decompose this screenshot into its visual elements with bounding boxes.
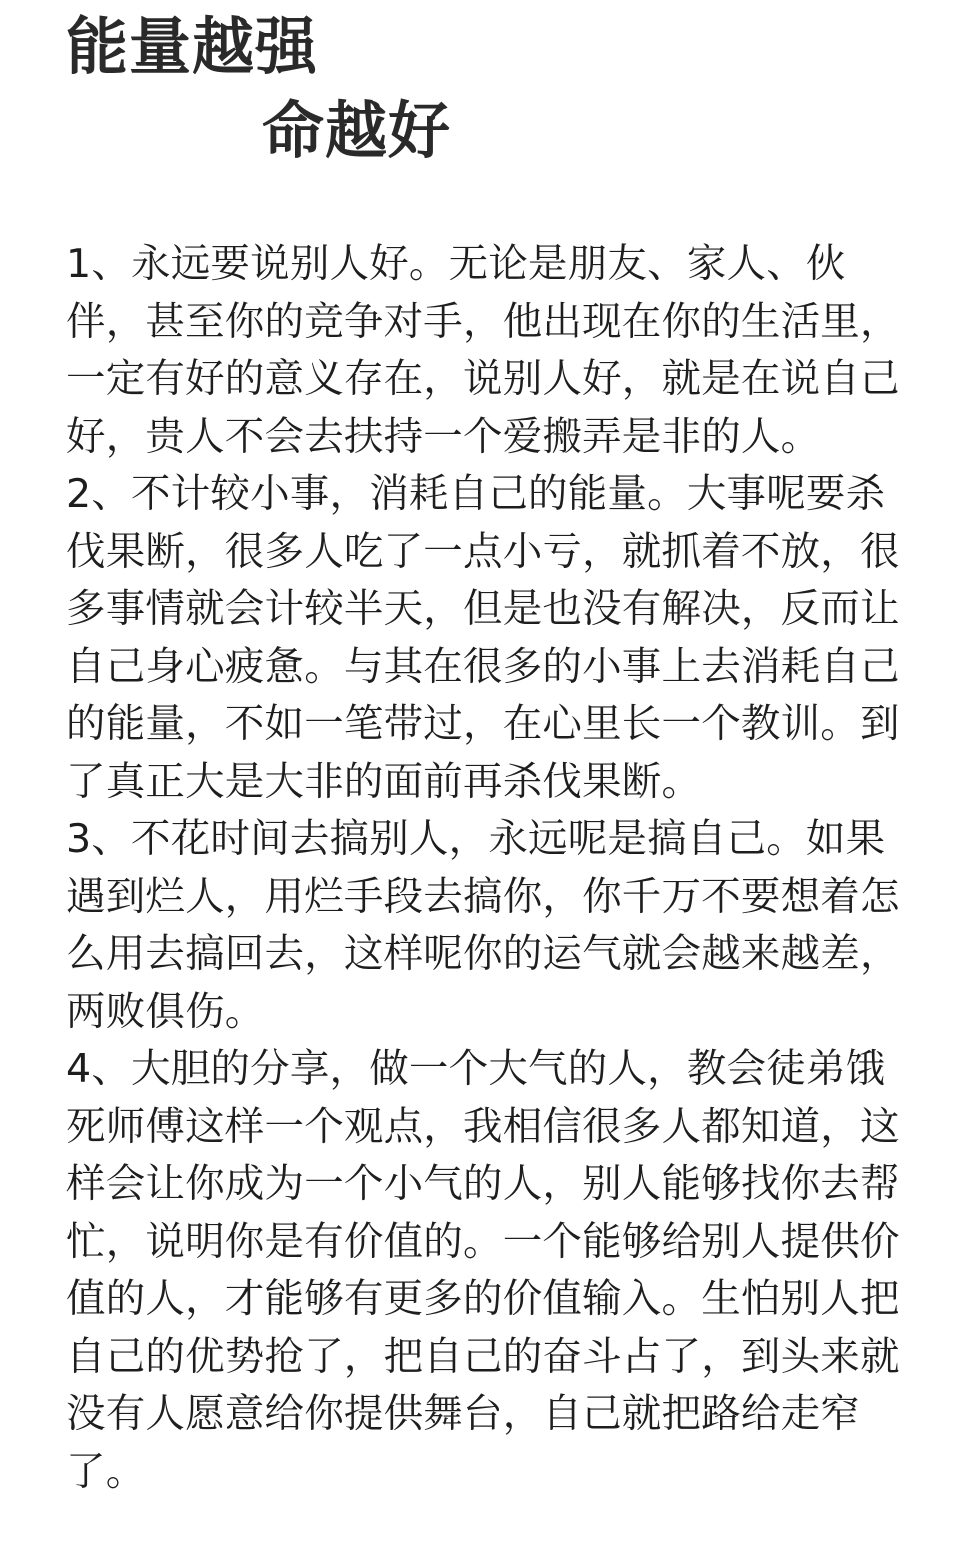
point-3: 3、不花时间去搞别人，永远呢是搞自己。如果遇到烂人，用烂手段去搞你，你千万不要想着怎么用去搞回去，这样呢你的运气就会越来越差，两败俱伤。 — [66, 816, 900, 1035]
point-2: 2、不计较小事，消耗自己的能量。大事呢要杀伐果断，很多人吃了一点小亏，就抓着不放，很多事情就会计较半天，但是也没有解决，反而让自己身心疲惫。与其在很多的小事上去消耗自己的能量，不如一笔带过，在心里长一个教训。到了真正大是大非的面前再杀伐果断。 — [66, 471, 900, 805]
title-line-2: 命越好 — [262, 94, 452, 167]
article-body — [66, 236, 906, 1501]
title-line-1: 能量越强 — [66, 10, 319, 83]
point-4: 4、大胆的分享，做一个大气的人，教会徒弟饿死师傅这样一个观点，我相信很多人都知道，这样会让你成为一个小气的人，别人能够找你去帮忙，说明你是有价值的。一个能够给别人提供价值的人，才能够有更多的价值输入。生怕别人把自己的优势抢了，把自己的奋斗占了，到头来就没有人愿意给你提供舞台，自己就把路给走窄了。 — [66, 1046, 900, 1495]
point-1: 1、永远要说别人好。无论是朋友、家人、伙伴，甚至你的竞争对手，他出现在你的生活里，一定有好的意义存在，说别人好，就是在说自己好，贵人不会去扶持一个爱搬弄是非的人。 — [66, 241, 900, 460]
